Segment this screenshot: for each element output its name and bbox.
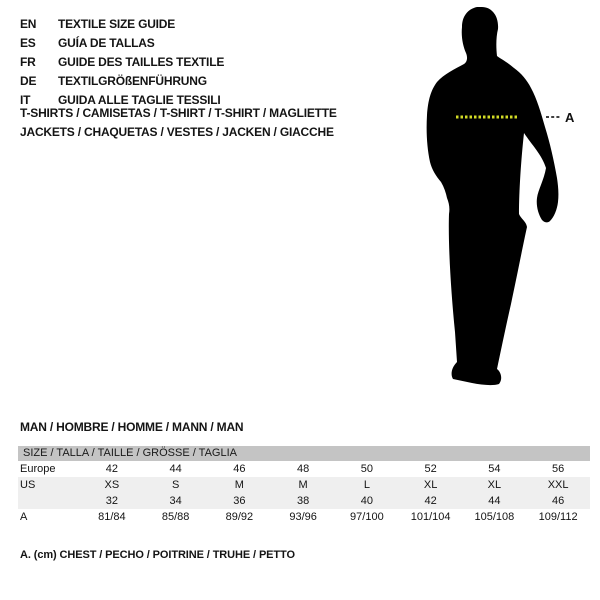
language-title: GUIDA ALLE TAGLIE TESSILI xyxy=(58,93,221,107)
measure-label-a: A xyxy=(565,110,575,125)
size-cell: 50 xyxy=(360,463,373,475)
language-title: GUÍA DE TALLAS xyxy=(58,36,155,50)
size-cell: 32 xyxy=(105,495,118,507)
size-cell: M xyxy=(234,479,244,491)
garment-types-line: JACKETS / CHAQUETAS / VESTES / JACKEN / GIACCHE xyxy=(20,125,334,139)
size-cell: XXL xyxy=(547,479,569,491)
language-title-block xyxy=(20,15,224,110)
size-cell: 46 xyxy=(552,495,565,507)
size-cell: 52 xyxy=(424,463,437,475)
size-table xyxy=(18,446,590,525)
size-cell: 85/88 xyxy=(161,511,190,523)
size-cell: 101/104 xyxy=(410,511,451,523)
size-cell: XS xyxy=(104,479,120,491)
size-cell: 48 xyxy=(297,463,310,475)
size-cell: 42 xyxy=(105,463,118,475)
size-cell: 56 xyxy=(552,463,565,475)
language-code: DE xyxy=(20,74,37,88)
size-cell: 44 xyxy=(488,495,501,507)
size-cell: 109/112 xyxy=(538,511,578,523)
size-cell: 93/96 xyxy=(289,511,317,523)
table-row-us-numeric xyxy=(18,493,590,509)
size-cell: 40 xyxy=(360,495,373,507)
size-cell: 36 xyxy=(233,495,246,507)
size-cell: 105/108 xyxy=(474,511,515,523)
row-label: Europe xyxy=(20,463,56,475)
size-table-header: SIZE / TALLA / TAILLE / GRÖSSE / TAGLIA xyxy=(18,446,590,461)
size-cell: 97/100 xyxy=(350,511,384,523)
language-title: TEXTILGRÖßENFÜHRUNG xyxy=(58,74,207,88)
language-code: ES xyxy=(20,36,36,50)
table-row-us xyxy=(18,477,590,493)
row-label: US xyxy=(20,479,36,491)
size-cell: 46 xyxy=(233,463,246,475)
size-cell: S xyxy=(171,479,180,491)
language-code: IT xyxy=(20,93,31,107)
table-row-europe xyxy=(18,461,590,477)
size-cell: L xyxy=(363,479,370,491)
size-cell: M xyxy=(298,479,308,491)
size-cell: XL xyxy=(423,479,438,491)
row-label xyxy=(18,493,80,509)
language-code: FR xyxy=(20,55,36,69)
language-row xyxy=(20,72,224,91)
section-title-man: MAN / HOMBRE / HOMME / MANN / MAN xyxy=(20,420,244,434)
size-cell: 34 xyxy=(169,495,182,507)
language-row xyxy=(20,15,224,34)
size-cell: 42 xyxy=(424,495,437,507)
man-silhouette xyxy=(427,7,559,385)
size-cell: 81/84 xyxy=(98,511,126,523)
size-cell: 89/92 xyxy=(225,511,254,523)
language-title: GUIDE DES TAILLES TEXTILE xyxy=(58,55,225,69)
garment-types-block xyxy=(20,104,337,142)
man-silhouette-figure xyxy=(405,0,600,400)
language-row xyxy=(20,34,224,53)
row-label: A xyxy=(20,511,28,523)
language-row xyxy=(20,53,224,72)
size-cell: 38 xyxy=(297,495,310,507)
measurement-footnote: A. (cm) CHEST / PECHO / POITRINE / TRUHE / PETTO xyxy=(20,549,295,561)
garment-types-line: T-SHIRTS / CAMISETAS / T-SHIRT / T-SHIRT / MAGLIETTE xyxy=(20,106,337,120)
size-cell: XL xyxy=(487,479,502,491)
table-row-chest-a xyxy=(18,509,590,525)
language-title: TEXTILE SIZE GUIDE xyxy=(58,17,176,31)
size-cell: 54 xyxy=(488,463,501,475)
size-cell: 44 xyxy=(169,463,182,475)
language-code: EN xyxy=(20,17,37,31)
